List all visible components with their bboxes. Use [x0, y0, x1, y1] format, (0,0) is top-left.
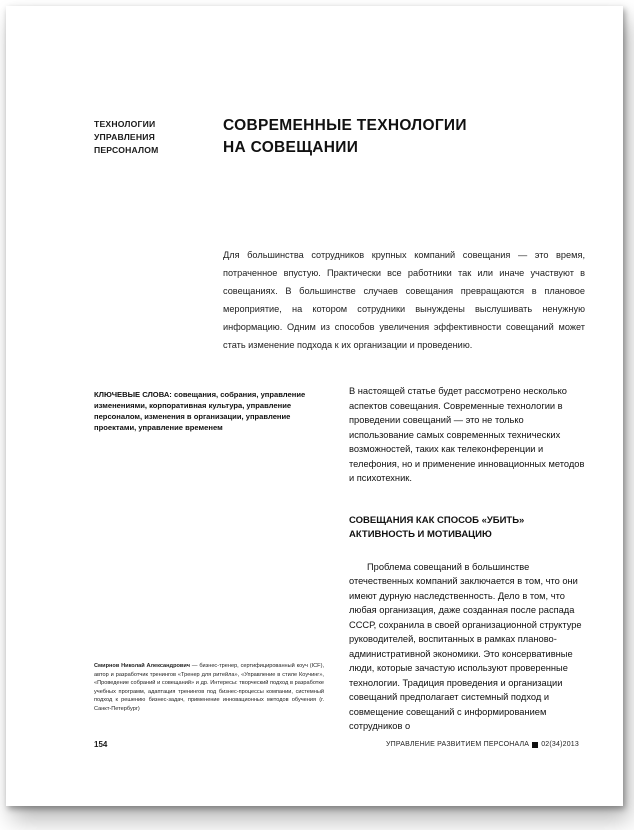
- journal-name: УПРАВЛЕНИЕ РАЗВИТИЕМ ПЕРСОНАЛА: [386, 741, 530, 748]
- lead-paragraph: Для большинства сотрудников крупных компаний совещания — это время, потраченное впустую. Практически все работники так или иначе участвуют в совещаниях. В большинстве случаев совещания превращаются в плановое мероприятие, на котором сотрудники вынуждены выслушивать ненужную информацию. Одним из способов увеличения эффективности совещаний может стать изменение подхода к их организации и проведению.: [223, 250, 585, 350]
- keywords-block: [94, 389, 324, 433]
- author-description: — бизнес-тренер, сертифицированный коуч (ICF), автор и разработчик тренингов «Тренер для ритейла», «Управление в стиле Коучинг», «Проведение собраний и совещаний» и др. Интересы: творческий подход в разработке учебных программ, адаптация тренингов под бизнес-процессы компании, системный подход к решению бизнес-задач, применение инновационных методов обучения (г. Санкт-Петербург): [94, 663, 324, 712]
- section-label: [94, 118, 159, 157]
- section-label-line: УПРАВЛЕНИЯ: [94, 132, 156, 142]
- author-name: Смирнов Николай Александрович: [94, 663, 191, 669]
- keywords-label: КЛЮЧЕВЫЕ СЛОВА:: [94, 390, 172, 399]
- keywords-text: совещания, собрания, управление изменениями, корпоративная культура, управление персоналом, изменения в организации, управление проектами, управление временем: [94, 390, 306, 432]
- body-paragraph: Проблема совещаний в большинстве отечественных компаний заключается в том, что они имеют дурную наследственность. Дело в том, что любая организация, даже созданная после распада СССР, сохранила в своей организационной структуре руководителей, воспитанных в рамках планово-административной экономики. Это консервативные люди, которые зачастую используют проверенные технологии. Традиция проведения и организации совещаний предполагает системный подход и совмещение совещаний с информированием сотрудников о: [349, 561, 582, 731]
- square-bullet-icon: [532, 742, 538, 748]
- article-body: [349, 384, 585, 734]
- magazine-page: [6, 6, 623, 806]
- section-subheading: СОВЕЩАНИЯ КАК СПОСОБ «УБИТЬ» АКТИВНОСТЬ И МОТИВАЦИЮ: [349, 514, 525, 540]
- intro-paragraph: В настоящей статье будет рассмотрено несколько аспектов совещания. Современные технологии в проведении совещаний — это не только использование самых современных технических возможностей, таких как телеконференции и телефония, но и применение инновационных методов и психотехник.: [349, 386, 585, 483]
- article-title-line: НА СОВЕЩАНИИ: [223, 139, 359, 156]
- article-title-line: СОВРЕМЕННЫЕ ТЕХНОЛОГИИ: [223, 117, 467, 134]
- journal-footer: [386, 741, 579, 748]
- article-title: [223, 115, 467, 159]
- section-label-line: ПЕРСОНАЛОМ: [94, 145, 159, 155]
- journal-issue: 02(34)2013: [541, 741, 579, 748]
- author-bio: [94, 662, 324, 714]
- section-label-line: ТЕХНОЛОГИИ: [94, 119, 156, 129]
- page-number: 154: [94, 740, 108, 749]
